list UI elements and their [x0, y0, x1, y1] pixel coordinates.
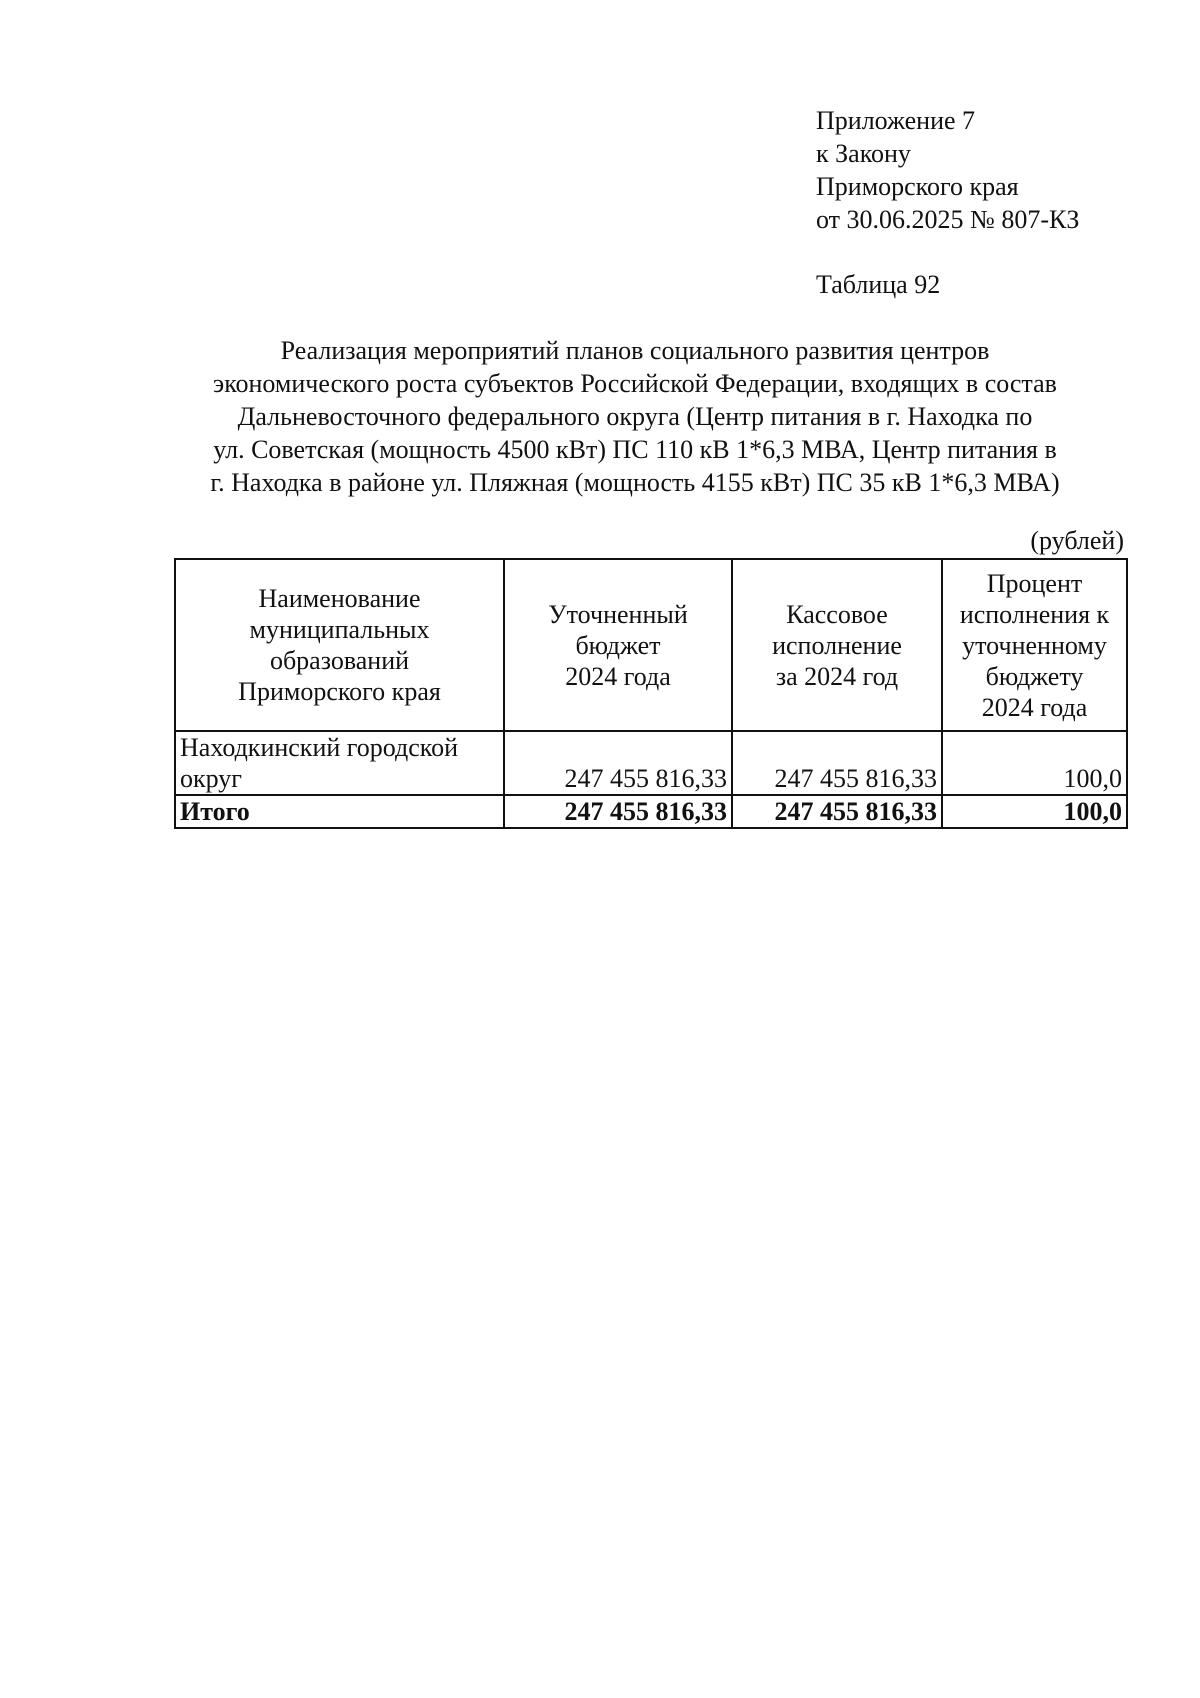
cell-municipality: Находкинский городской округ	[175, 731, 504, 795]
header-budget: Уточненный бюджет 2024 года	[504, 559, 732, 731]
document-title	[150, 334, 1120, 499]
appendix-region: Приморского края	[816, 172, 1019, 201]
budget-table	[174, 558, 1128, 829]
table-number: Таблица 92	[816, 270, 941, 299]
total-execution: 247 455 816,33	[732, 795, 942, 828]
header-percent: Процент исполнения к уточненному бюджету 2024 года	[942, 559, 1127, 731]
title-line: Реализация мероприятий планов социального развития центров	[280, 336, 990, 365]
cell-budget: 247 455 816,33	[504, 731, 732, 795]
title-line: экономического роста субъектов Российской Федерации, входящих в состав	[213, 369, 1057, 398]
units-label: (рублей)	[1030, 526, 1124, 555]
appendix-number: Приложение 7	[816, 106, 976, 135]
appendix-law: к Закону	[816, 139, 911, 168]
cell-execution: 247 455 816,33	[732, 731, 942, 795]
header-municipality: Наименование муниципальных образований Приморского края	[175, 559, 504, 731]
table-row	[175, 731, 1127, 795]
title-line: ул. Советская (мощность 4500 кВт) ПС 110 кВ 1*6,3 МВА, Центр питания в	[213, 435, 1057, 464]
cell-percent: 100,0	[942, 731, 1127, 795]
total-percent: 100,0	[942, 795, 1127, 828]
table-header-row	[175, 559, 1127, 731]
appendix-reference	[816, 104, 1079, 236]
header-execution: Кассовое исполнение за 2024 год	[732, 559, 942, 731]
table-total-row	[175, 795, 1127, 828]
total-budget: 247 455 816,33	[504, 795, 732, 828]
total-label: Итого	[175, 795, 504, 828]
title-line: Дальневосточного федерального округа (Центр питания в г. Находка по	[237, 402, 1033, 431]
title-line: г. Находка в районе ул. Пляжная (мощность 4155 кВт) ПС 35 кВ 1*6,3 МВА)	[210, 468, 1060, 497]
appendix-date: от 30.06.2025 № 807-КЗ	[816, 205, 1080, 234]
